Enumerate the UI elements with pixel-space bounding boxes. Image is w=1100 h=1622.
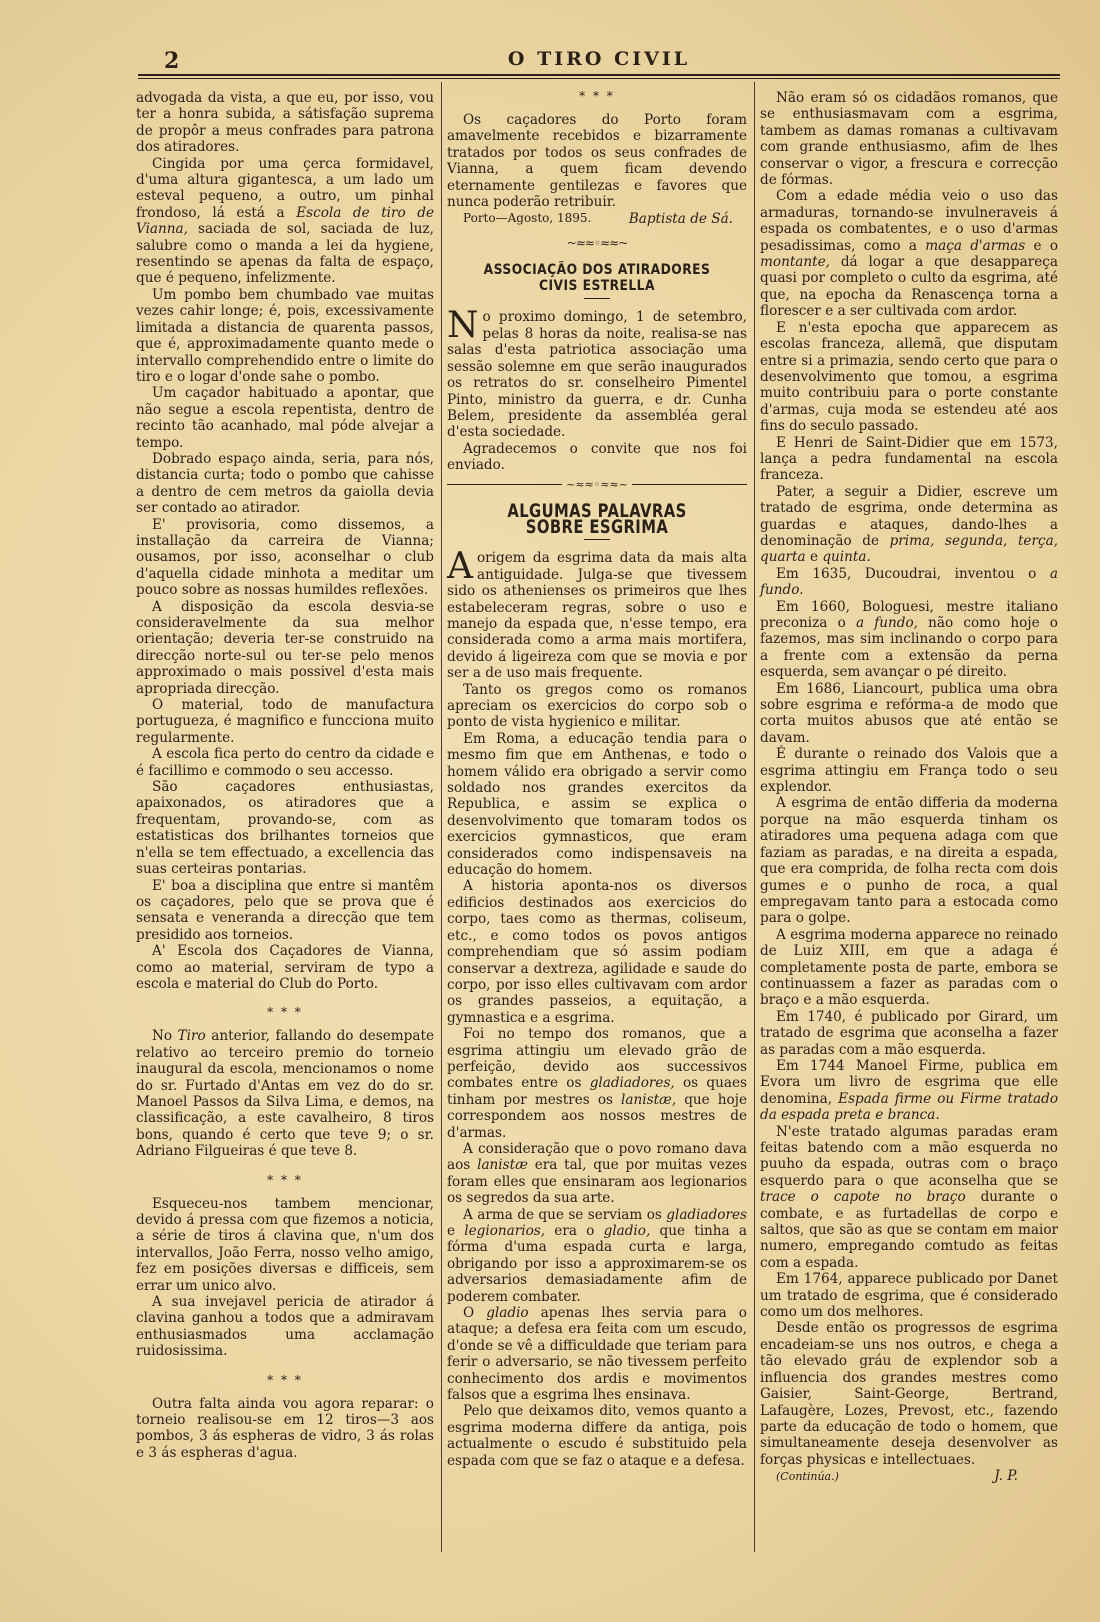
paragraph: A arma de que se serviam os gladiadores e legionarios, era o gladio, que tinha a fórma d'uma espada curta e larga, obrigando por isso a approximarem-se os adversarios demasiadamente afim de poderem combater. [447,1206,747,1305]
paragraph: A consideração que o povo romano dava aos lanistæ era tal, que por muitas vezes foram elles que ensinaram aos legionarios os segredos da sua arte. [447,1140,748,1207]
heading-rule [584,298,610,299]
continua-note: (Continúa.) [776,1470,839,1484]
column-3 [760,90,1058,1486]
column-2 [447,90,747,1469]
paragraph: É durante o reinado dos Valois que a esgrima attingiu em França todo o seu explendor. [760,746,1058,796]
heading-rule [584,539,610,540]
paragraph: N'este tratado algumas paradas eram feitas batendo com a mão esquerda no puuho da espada, outras com o braço esquerdo para o que aconselha que se trace o capote no braço durante o combate, e as furtadellas de corpo e saltos, que são as que se contam em maior numero, empregando comtudo as feitas com a espada. [760,1123,1058,1271]
paragraph: No proximo domingo, 1 de setembro, pelas 8 horas da noite, realisa-se nas salas d'esta patriotica associação uma sessão solemne em que serão inaugurados os retratos do sr. conselheiro Pimentel Pinto, ministro da guerra, e dr. Cunha Belem, presidente da assembléa geral d'esta sociedade. [447,305,747,441]
section-heading: ALGUMAS PALAVRAS SOBRE ESGRIMA [507,499,687,538]
paragraph: E Henri de Saint-Didier que em 1573, lança a pedra fundamental na escola franceza. [760,434,1058,484]
paragraph: A' Escola dos Caçadores de Vianna, como ao material, serviram de typo a escola e material do Club do Porto. [136,943,434,992]
paragraph: Um pombo bem chumbado vae muitas vezes cahir longe; é, pois, excessivamente limitada a distancia de quarenta passos, que é, approximadamente quanto mede o intervallo comprehendido entre o limite do tiro e o logar d'onde sahe o pombo. [136,286,434,385]
signature: Baptista de Sá. [628,210,733,227]
ornament-rule: ~≈≈◦≈≈~ [447,484,747,493]
paragraph: E' boa a disciplina que entre si mantêm os caçadores, pelo que se prova que é sensata e veneranda a direcção que tem presidido aos torneios. [136,877,434,943]
paragraph: A historia aponta-nos os diversos edificios destinados aos exercicios do corpo, taes como as thermas, coliseum, etc., e como todos os povos antigos comprehendiam que só assim podiam conservar a dextreza, agilidade e saude do corpo, por isso elles cultivavam com ardor os grandes passeios, a equitação, a gymnastica e a esgrima. [447,878,747,1026]
paragraph: O gladio apenas lhes servia para o ataque; a defesa era feita com um escudo, d'onde se vê a difficuldade que teriam para ferir o adversario, se não tivessem perfeito conhecimento dos ardis e movimentos falsos que a esgrima lhes ensinava. [447,1305,747,1404]
paragraph: Os caçadores do Porto foram amavelmente recebidos e bizarramente tratados por todos os seus confrades de Vianna, a quem ficam devendo eternamente gentilezas e favores que nunca poderão retribuir. [447,112,747,211]
paragraph: A esgrima de então differia da moderna porque na mão esquerda tinham os atiradores uma pequena adaga com que faziam as paradas, e na direita a espada, que era comprida, de folha recta com dois gumes e o punho de roca, a qual empregavam tanto para a estocada como para o golpe. [760,795,1058,927]
paragraph: Em 1686, Liancourt, publica uma obra sobre esgrima e refórma-a de modo que corta muitos abusos que até então se davam. [760,680,1058,746]
continuation-line [760,1468,1058,1485]
column-divider-2 [754,82,755,1552]
paragraph: No Tiro anterior, fallando do desempate relativo ao terceiro premio do torneio inaugural da escola, mencionamos o nome do sr. Furtado d'Antas em vez do do sr. Manoel Passos da Silva Lima, e demos, na classificação, a este cavalheiro, 8 tiros bons, quando é certo que teve 9; o sr. Adriano Filgueiras é que teve 8. [136,1028,434,1160]
paragraph: Em 1740, é publicado por Girard, um tratado de esgrima que aconselha a fazer as paradas com a mão esquerda. [760,1008,1058,1058]
paragraph: Pelo que deixamos dito, vemos quanto a esgrima moderna differe da antiga, pois actualmente o escudo é substituido pela espada com que se faz o ataque e a defesa. [447,1403,747,1469]
paragraph: O material, todo de manufactura portugueza, é magnifico e funcciona muito regularmente. [136,697,434,746]
paragraph: Cingida por uma çerca formidavel, d'uma altura gigantesca, a um lado um esteval pequeno, a outro, um pinhal frondoso, lá está a Escola de tiro de Vianna, saciada de sol, saciada de luz, salubre como o manda a lei da hygiene, resentindo se apenas da falta de espaço, que é pequeno, infelizmente. [136,155,434,287]
drop-cap: N [447,305,479,347]
paragraph: Não eram só os cidadãos romanos, que se enthusiasmavam com a esgrima, tambem as damas romanas a cultivavam com grande enthusiasmo, afim de lhes conservar o vigor, a frescura e correcção de fórmas. [760,90,1058,189]
paragraph: Em 1744 Manoel Firme, publica em Evora um livro de esgrima que elle denomina, Espada firme ou Firme tratado da espada preta e branca. [760,1057,1058,1124]
paragraph: Dobrado espaço ainda, seria, para nós, distancia curta; todo o pombo que cahisse a dentro de cem metros da gaiolla devia ser contado ao atirador. [136,450,434,517]
column-1 [136,90,434,1461]
paragraph: Esqueceu-nos tambem mencionar, devido á pressa com que fizemos a noticia, a série de tiros á clavina que, n'um dos intervallos, João Ferra, nosso velho amigo, fez em posições diversas e difficeis, sem errar um unico alvo. [136,1195,434,1294]
asterism: * * * [579,89,615,103]
paragraph: Foi no tempo dos romanos, que a esgrima attingiu um elevado grão de perfeição, devido aos successivos combates entre os gladiadores, os quaes tinham por mestres os lanistæ, que hoje correspondem aos nossos mestres de d'armas. [447,1026,747,1141]
asterism: * * * [267,1005,303,1020]
paragraph: Tanto os gregos como os romanos apreciam os exercicios do corpo sob o ponto de vista hygienico e militar. [447,681,747,731]
section-heading: ASSOCIAÇÃO DOS ATIRADORES CIVIS ESTRELLA [483,261,711,295]
paragraph: A escola fica perto do centro da cidade e é facillimo e commodo o seu accesso. [136,746,434,779]
header-rule [138,74,1060,76]
newspaper-title: O TIRO CIVIL [507,48,691,70]
paragraph: A sua invejavel pericia de atirador á clavina ganhou a todos que a admiravam enthusiasmados uma acclamação ruidosissima. [136,1294,434,1360]
paragraph: E n'esta epocha que apparecem as escolas franceza, allemã, que disputam entre si a primazia, sendo certo que para o desenvolvimento que tomou, a esgrima muito contribuiu para o porte constante d'armas, cuja moda se estendeu até aos fins do seculo passado. [760,319,1058,435]
paragraph: Outra falta ainda vou agora reparar: o torneio realisou-se em 12 tiros—3 aos pombos, 3 ás espheras de vidro, 3 ás rolas e 3 ás espheras d'agua. [136,1395,434,1461]
paragraph: Desde então os progressos de esgrima encadeiam-se uns nos outros, e chega a tão elevado gráu de explendor sob a influencia dos grandes mestres como Gaisier, Saint-George, Bertrand, Lafaugère, Lozes, Prevost, etc., fazendo parte da educação de todo o homem, que simultaneamente deseja desenvolver as forças physicas e intellectuaes. [760,1320,1058,1468]
paragraph: Em 1635, Ducoudrai, inventou o a fundo. [760,565,1058,599]
paragraph: Pater, a seguir a Didier, escreve um tratado de esgrima, onde determina as guardas e ataques, dando-lhes a denominação de prima, segunda, terça, quarta e quinta. [760,483,1058,566]
paragraph: Em 1764, apparece publicado por Danet um tratado de esgrima, que é considerado como um dos melhores. [760,1271,1058,1321]
dateline: Porto—Agosto, 1895. [463,211,592,226]
paragraph: A origem da esgrima data da mais alta antiguidade. Julga-se que tivessem sido os athenienses os primeiros que lhes estabeleceram regras, sobre o uso e manejo da espada que, n'esse tempo, era considerada como a arma mais mortifera, devido á ligeireza com que se movia e por ser a de uso mais frequente. [447,546,747,682]
column-divider-1 [441,82,442,1552]
paragraph: São caçadores enthusiastas, apaixonados, os atiradores que a frequentam, provando-se, com as estatisticas dos brilhantes torneios que n'ella se tem effectuado, a excellencia das suas certeiras pontarias. [136,779,434,878]
author-initials: J. P. [994,1468,1018,1485]
asterism: * * * [267,1372,303,1387]
ornament-divider: ~≈≈◦≈≈~ [566,236,628,251]
paragraph: Em Roma, a educação tendia para o mesmo fim que em Anthenas, e todo o homem válido era obrigado a servir como soldado nos grandes exercitos da Republica, e assim se explica o desenvolvimento que tomaram todos os exercicios gymnasticos, que eram considerados como indispensaveis na educação do homem. [447,730,747,879]
page-number: 2 [164,48,180,74]
paragraph: Com a edade média veio o uso das armaduras, tornando-se invulneraveis á espada os combatentes, e o uso d'armas pesadissimas, como a maça d'armas e o montante, dá logar a que desappareça quasi por completo o culto da esgrima, até que, na epocha da Renascença torna a florescer e a ser cultivada com ardor. [760,188,1059,320]
page-header [138,46,1060,74]
header-rule-thin [138,78,1060,79]
paragraph: Um caçador habituado a apontar, que não segue a escola repentista, dentro de recinto tão acanhado, mal póde alvejar a tempo. [136,385,434,451]
paragraph: Em 1660, Bologuesi, mestre italiano preconiza o a fundo, não como hoje o fazemos, mas sim inclinando o corpo para a frente com a extensão da perna esquerda, sem avançar o pé direito. [760,598,1058,681]
paragraph: A disposição da escola desvia-se consideravelmente da sua melhor orientação; deveria ter-se construido na direcção norte-sul ou ter-se pelo menos approximado o mais possivel d'esta mais apropriada direcção. [136,598,434,697]
paragraph: advogada da vista, a que eu, por isso, vou ter a honra subida, a sátisfação suprema de propôr a meus confrades para patrona dos atiradores. [136,90,434,156]
paragraph: A esgrima moderna apparece no reinado de Luiz XIII, em que a adaga é completamente posta de parte, embora se continuassem a fazer as paradas com o braço e a mão esquerda. [760,926,1058,1009]
paragraph: Agradecemos o convite que nos foi enviado. [447,440,747,474]
asterism: * * * [267,1172,303,1187]
paragraph: E' provisoria, como dissemos, a installação da carreira de Vianna; ousamos, por isso, aconselhar o club d'aquella cidade minhota a meditar um pouco sobre as nossas humildes reflexões. [136,516,434,599]
drop-cap: A [447,546,473,588]
